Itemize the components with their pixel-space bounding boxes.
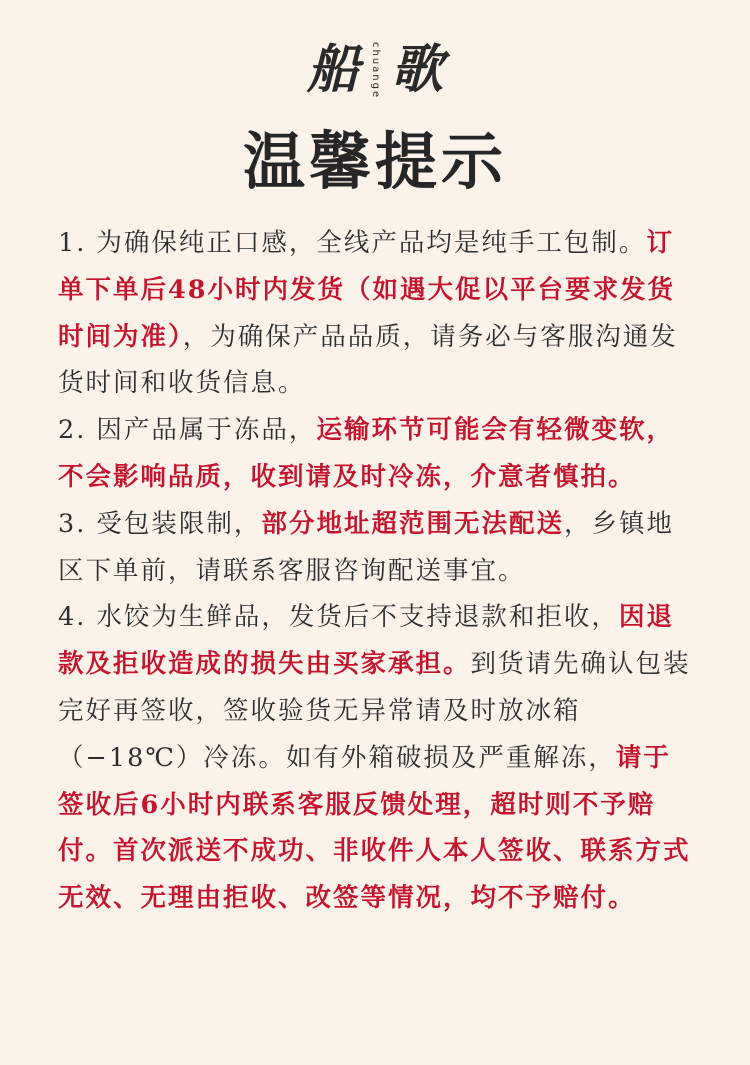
- logo-pinyin: chuange: [370, 42, 381, 100]
- notice-highlight: 部分地址超范围无法配送: [261, 508, 564, 539]
- notice-text: ，乡镇地区下单前，请联系客服咨询配送事宜。: [58, 508, 674, 586]
- notice-text: ，为确保产品品质，请务必与客服沟通发货时间和收货信息。: [58, 321, 678, 399]
- notice-text: 到货请先确认包装完好再签收，签收验货无异常请及时放冰箱（−18℃）冷冻。如有外箱破损及严重解冻，: [58, 649, 691, 773]
- notice-item-1: [58, 220, 698, 407]
- notice-highlight: 订单下单后48小时内发货（如遇大促以平台要求发货时间为准）: [58, 228, 675, 352]
- logo-char-left: 船: [306, 39, 359, 100]
- notice-item-3: [58, 501, 698, 595]
- notice-highlight: 因退款及拒收造成的损失由买家承担。: [58, 602, 674, 680]
- notice-item-4: [58, 594, 698, 922]
- notice-item-2: [58, 407, 698, 501]
- page-title: 温馨提示: [242, 125, 507, 198]
- notice-text: 3. 受包装限制，: [58, 508, 262, 539]
- notice-highlight: 请于签收后6小时内联系客服反馈处理，超时则不予赔付。首次派送不成功、非收件人本人签收、联系方式无效、无理由拒收、改签等情况，均不予赔付。: [58, 742, 691, 914]
- notice-content: [58, 220, 698, 922]
- brand-logo: [0, 40, 750, 120]
- notice-text: 4. 水饺为生鲜品，发货后不支持退款和拒收，: [58, 602, 619, 633]
- logo-char-right: 歌: [391, 39, 444, 100]
- notice-text: 2. 因产品属于冻品，: [58, 415, 317, 446]
- notice-text: 1. 为确保纯正口感，全线产品均是纯手工包制。: [58, 228, 647, 258]
- notice-highlight: 运输环节可能会有轻微变软，不会影响品质，收到请及时冷冻，介意者慎拍。: [58, 415, 674, 492]
